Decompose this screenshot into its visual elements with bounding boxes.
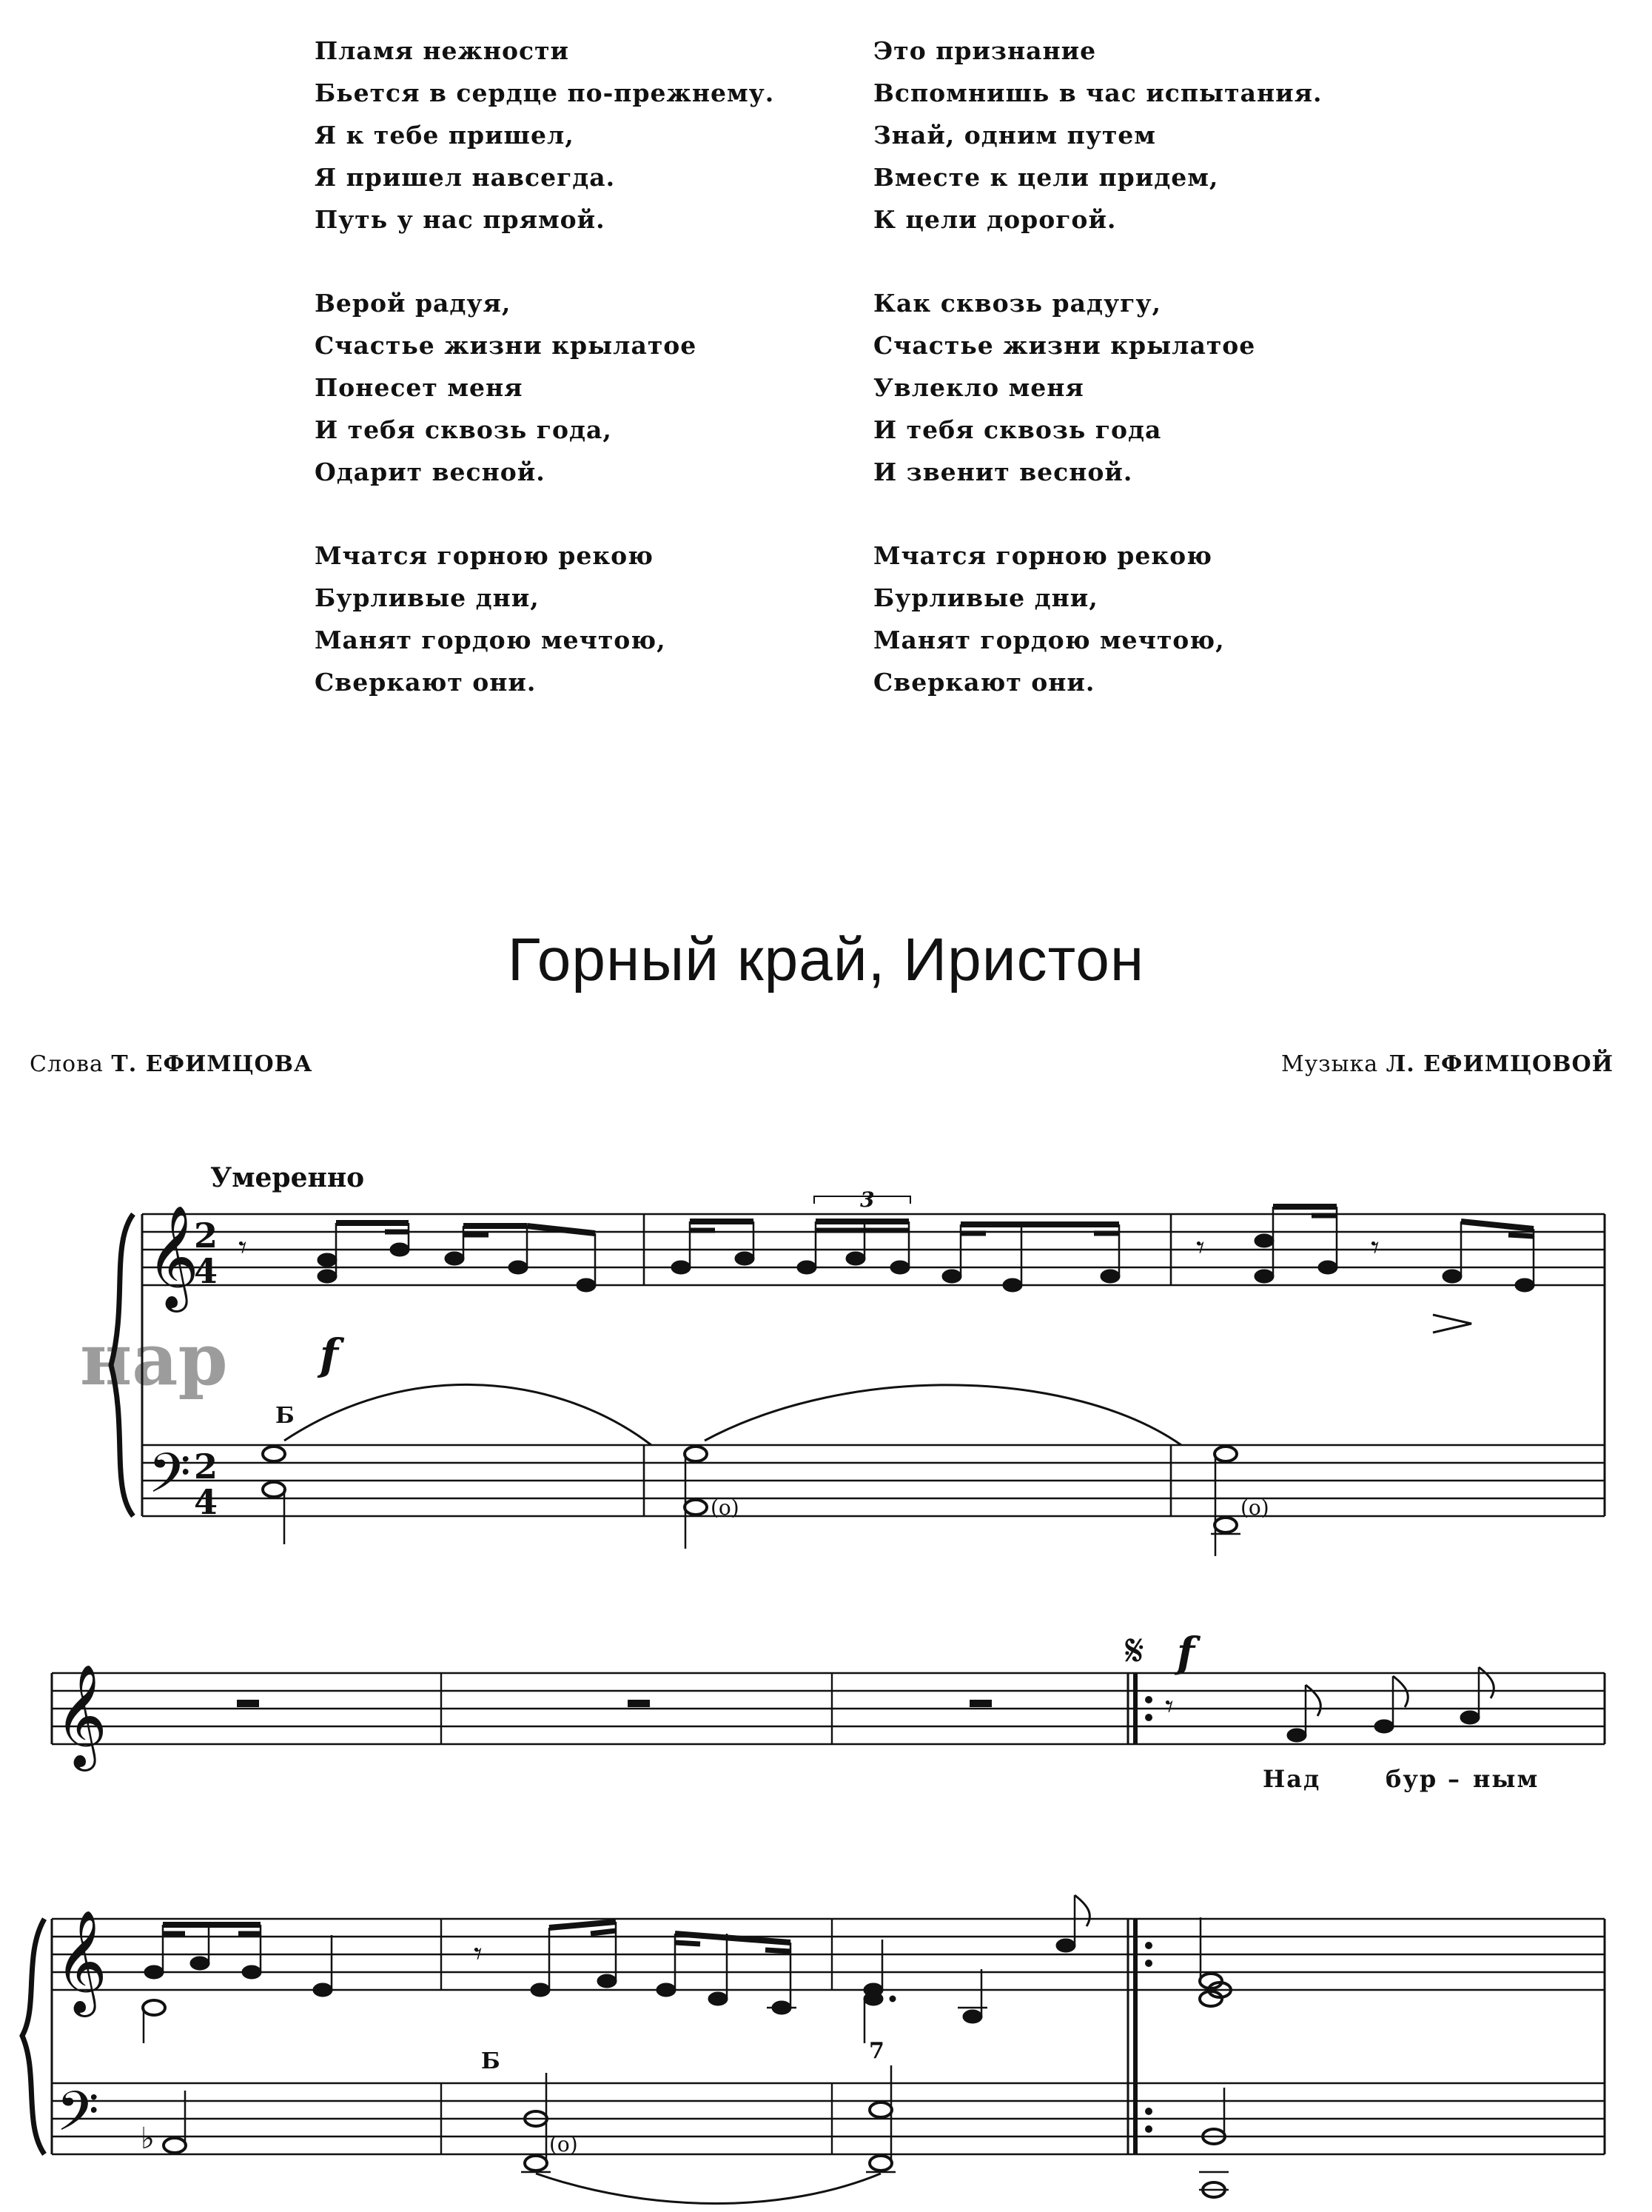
song-title: Горный край, Иристон	[507, 926, 1145, 993]
note	[1287, 1729, 1306, 1742]
lyrics-line: Знай, одним путем	[873, 121, 1156, 150]
note	[144, 1965, 164, 1979]
piano-bass-clef: 𝄢	[56, 2079, 99, 2157]
time-sig-top-treble: 2	[194, 1216, 218, 1256]
measure-1-treble	[238, 1223, 596, 1292]
tie-3	[536, 2174, 881, 2204]
lyrics-line: И тебя сквозь года	[873, 415, 1162, 444]
lyrics-line: Путь у нас прямой.	[315, 205, 605, 234]
lyrics-line: Как сквозь радугу,	[873, 289, 1161, 318]
lyrics-line: Бурливые дни,	[873, 583, 1098, 612]
note	[657, 1983, 676, 1997]
composer-label: Музыка	[1280, 1051, 1379, 1077]
svg-text:𝄾: 𝄾	[474, 1935, 483, 1973]
composer-credit	[1281, 1051, 1614, 1077]
note	[508, 1261, 528, 1274]
watermark-text: нар	[80, 1318, 228, 1401]
lyricist-credit	[30, 1051, 312, 1077]
lyrics-line: Я пришел навсегда.	[315, 163, 616, 192]
piano-treble-clef: 𝄞	[55, 1910, 107, 2013]
lyrics-stanza	[873, 30, 1322, 241]
lyrics-line: Манят гордою мечтою,	[873, 626, 1225, 654]
lyrics-left-column	[315, 30, 774, 745]
note	[1460, 1711, 1480, 1724]
note	[671, 1261, 691, 1274]
lyrics-line: Это признание	[873, 36, 1097, 65]
svg-text:(o): (o)	[711, 1495, 739, 1520]
measure-3-treble	[1196, 1207, 1534, 1333]
dynamic-forte-2: f	[1177, 1629, 1195, 1678]
piano-bass-notes	[141, 2065, 1229, 2204]
vocal-treble-clef: 𝄞	[55, 1664, 107, 1767]
svg-text:(o): (o)	[1240, 1495, 1269, 1520]
time-sig-bottom-bass: 4	[194, 1482, 218, 1522]
note	[735, 1252, 754, 1265]
composer-name: Л. ЕФИМЦОВОЙ	[1386, 1051, 1614, 1077]
lyricist-label: Слова	[30, 1051, 104, 1077]
vocal-lyric-syllable: Над	[1263, 1765, 1321, 1793]
note	[190, 1957, 209, 1970]
svg-text:𝄾: 𝄾	[1196, 1229, 1205, 1267]
triplet-number: 3	[860, 1187, 875, 1212]
svg-text:♭: ♭	[141, 2122, 155, 2156]
measure-2-treble	[671, 1196, 1120, 1292]
note	[318, 1253, 337, 1267]
lyrics-line: Бьется в сердце по-прежнему.	[315, 78, 775, 107]
system-2-piano-bass	[52, 2083, 1605, 2154]
note	[143, 2000, 165, 2015]
vocal-lyric-hyphen: –	[1448, 1765, 1461, 1793]
tempo-marking: Умеренно	[210, 1162, 365, 1193]
lyrics-line: Манят гордою мечтою,	[315, 626, 666, 654]
lyrics-line: Пламя нежности	[315, 36, 569, 65]
lyrics-line: Мчатся горною рекою	[873, 541, 1213, 570]
lyrics-stanza	[315, 282, 774, 493]
lyrics-line: К цели дорогой.	[873, 205, 1117, 234]
vocal-notes	[1165, 1667, 1494, 1742]
lyrics-line: Мчатся горною рекою	[315, 541, 654, 570]
lyrics-line: Верой радуя,	[315, 289, 511, 318]
lyricist-name: Т. ЕФИМЦОВА	[111, 1051, 313, 1077]
note	[1101, 1270, 1120, 1283]
note	[864, 1992, 883, 2005]
lyrics-line: Счастье жизни крылатое	[873, 331, 1256, 360]
lyrics-stanza	[315, 30, 774, 241]
note	[708, 1992, 728, 2005]
lyrics-right-column	[873, 30, 1322, 745]
treble-clef: 𝄞	[147, 1205, 199, 1308]
chord-label-2: Б	[481, 2048, 500, 2074]
piano-treble-notes	[143, 1895, 1231, 2043]
note	[890, 1261, 910, 1274]
brace-2	[22, 1919, 44, 2154]
lyrics-line: Сверкают они.	[873, 668, 1095, 697]
note	[1003, 1278, 1022, 1292]
vocal-lyric-syllable: бур	[1386, 1765, 1438, 1793]
note	[390, 1243, 409, 1256]
lyrics-line: Увлекло меня	[873, 373, 1084, 402]
note	[318, 1270, 337, 1283]
note	[797, 1261, 816, 1274]
lyrics-line: Вспомнишь в час испытания.	[873, 78, 1323, 107]
note	[1443, 1270, 1462, 1283]
note	[942, 1270, 961, 1283]
note	[1255, 1234, 1274, 1247]
lyrics-line: Понесет меня	[315, 373, 523, 402]
tie-2	[705, 1385, 1181, 1445]
lyrics-refrain	[873, 534, 1322, 703]
dynamic-forte-1: f	[320, 1330, 338, 1380]
note	[313, 1983, 332, 1997]
note	[445, 1252, 464, 1265]
note	[1318, 1261, 1337, 1274]
lyrics-line: И тебя сквозь года,	[315, 415, 612, 444]
lyrics-line: Счастье жизни крылатое	[315, 331, 697, 360]
note	[531, 1983, 550, 1997]
accent-mark	[1433, 1315, 1471, 1333]
lyrics-line: Одарит весной.	[315, 458, 545, 486]
chord-label-1: Б	[275, 1403, 295, 1429]
chord-label-3: 7	[869, 2038, 884, 2064]
note	[577, 1278, 596, 1292]
time-sig-top-bass: 2	[194, 1447, 218, 1487]
music-score	[0, 1125, 1652, 2212]
segno-sign: 𝄋	[1125, 1625, 1144, 1677]
time-sig-bottom-treble: 4	[194, 1251, 218, 1291]
bass-staff-1	[142, 1445, 1605, 1516]
lyrics-line: И звенит весной.	[873, 458, 1133, 486]
svg-text:𝄾: 𝄾	[1165, 1688, 1174, 1726]
note	[846, 1252, 865, 1265]
repeat-dots-piano	[1145, 1942, 1152, 2133]
brace-1	[111, 1214, 133, 1516]
system-2-vocal	[52, 1673, 1605, 1744]
note	[963, 2010, 982, 2023]
vocal-lyric-syllable: ным	[1473, 1765, 1539, 1793]
note	[597, 1974, 617, 1988]
lyrics-line: Бурливые дни,	[315, 583, 540, 612]
note	[1056, 1939, 1075, 1952]
tie-1	[284, 1384, 651, 1445]
svg-text:𝄾: 𝄾	[238, 1229, 247, 1267]
note	[242, 1965, 261, 1979]
bass-clef: 𝄢	[148, 1441, 191, 1519]
note	[1374, 1720, 1394, 1733]
whole-rests	[237, 1700, 992, 1707]
lyrics-line: Вместе к цели придем,	[873, 163, 1219, 192]
lyrics-refrain	[315, 534, 774, 703]
lyrics-line: Сверкают они.	[315, 668, 537, 697]
note	[1255, 1270, 1274, 1283]
lyrics-stanza	[873, 282, 1322, 493]
lyrics-line: Я к тебе пришел,	[315, 121, 574, 150]
note	[1515, 1278, 1534, 1292]
bass-notes-1	[263, 1384, 1269, 1556]
svg-text:𝄾: 𝄾	[1371, 1229, 1380, 1267]
svg-text:(o): (o)	[549, 2132, 578, 2156]
